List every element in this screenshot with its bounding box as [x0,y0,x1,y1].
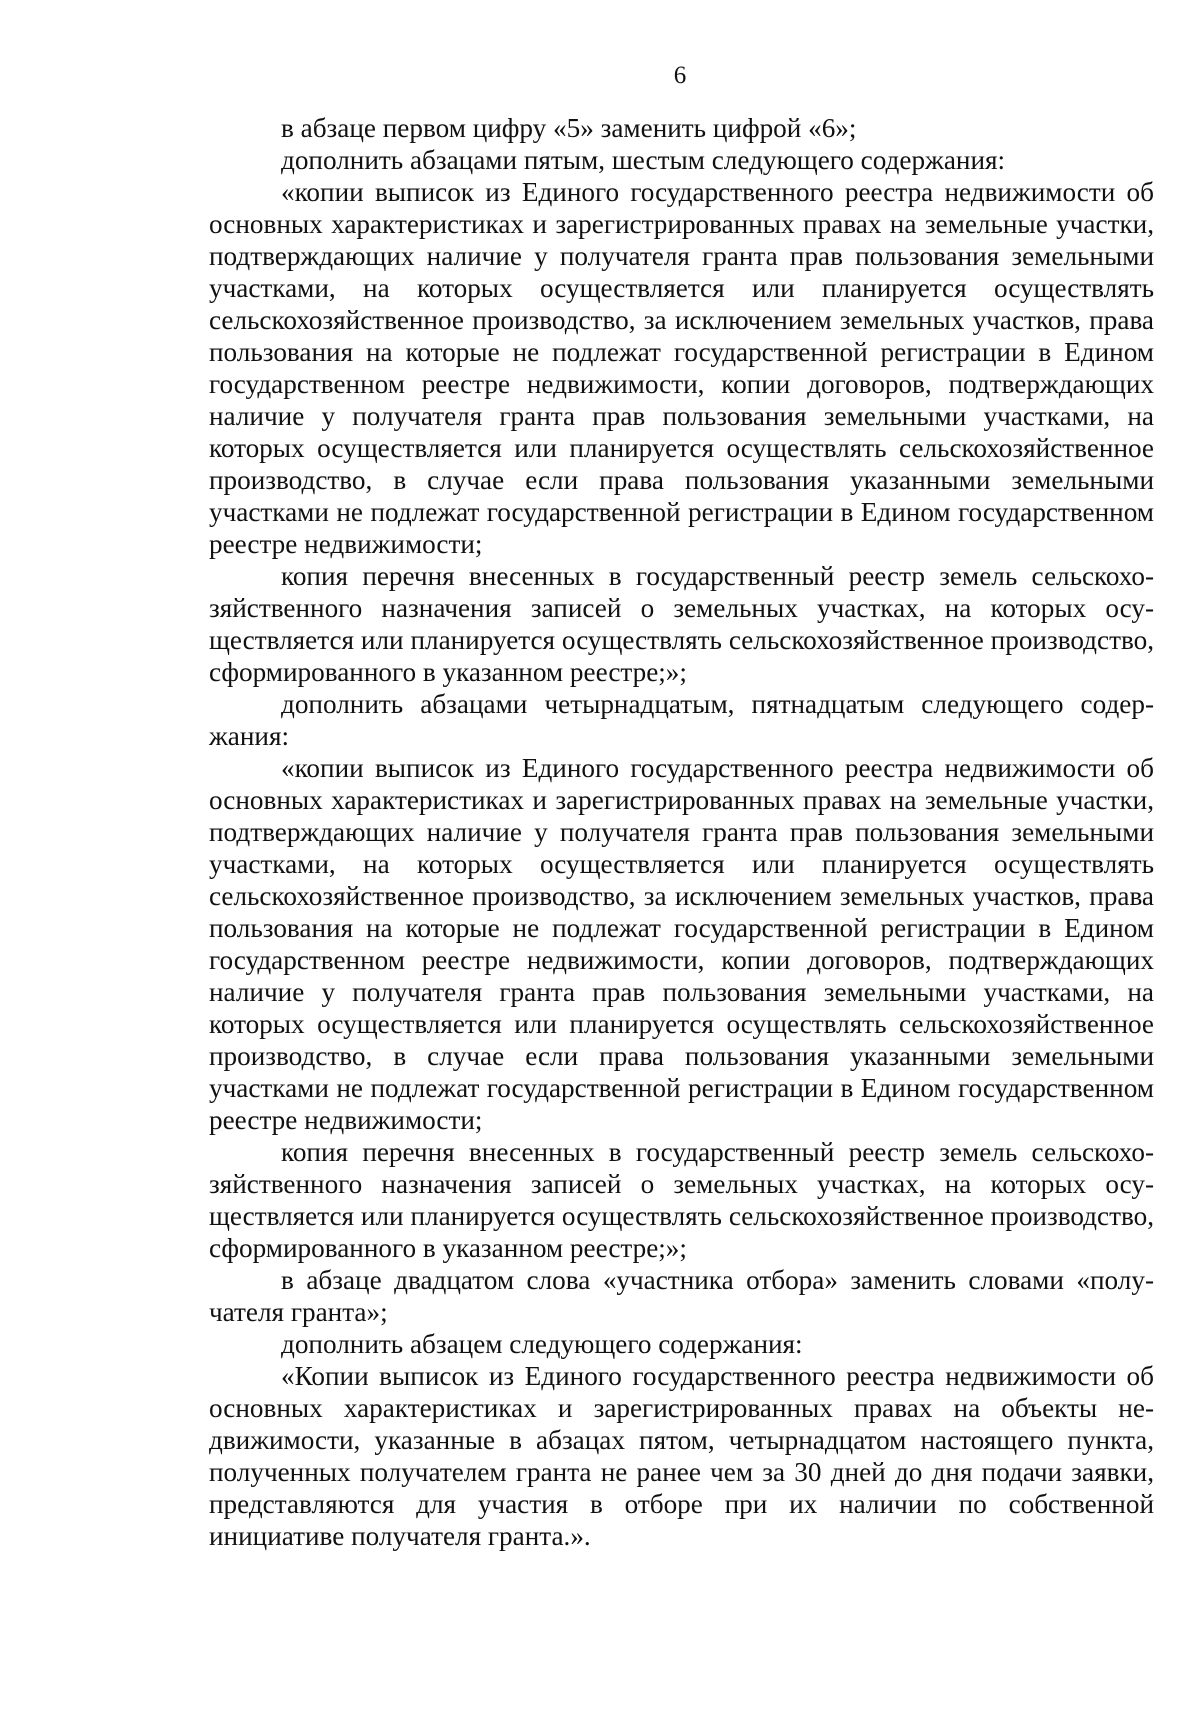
paragraph: в абзаце двадцатом слова «участника отбора» заменить словами «получателя гранта»; [209,1265,1154,1327]
paragraph: «копии выписок из Единого государственного реестра недвижимости об основных характеристиках и зарегистрированных правах на земельные участки, подтверждающих наличие у получателя гранта прав пользования земельными участками, на которых осуществляется или планируется осуществлять сельскохозяйственное производство, за исключением земельных участков, права пользования на которые не подлежат государственной регистрации в Едином государственном реестре недвижимости, копии договоров, подтверждающих наличие у получателя гранта прав пользования земельными участками, на которых осуществляется или планируется осуществлять сельскохозяйственное производство, в случае если права пользования указанными земельными участками не подлежат государственной регистрации в Едином государственном реестре недвижимости; [209,753,1154,1135]
paragraph: дополнить абзацами четырнадцатым, пятнадцатым следующего содержания: [209,689,1154,751]
paragraph: дополнить абзацами пятым, шестым следующего содержания: [281,145,1006,175]
paragraph: копия перечня внесенных в государственный реестр земель сельскохозяйственного назначения записей о земельных участках, на которых осуществляется или планируется осуществлять сельскохозяйственное производство, сформированного в указанном реестре;»; [209,561,1154,687]
paragraph: «Копии выписок из Единого государственного реестра недвижимости об основных характеристиках и зарегистрированных правах на объекты недвижимости, указанные в абзацах пятом, четырнадцатом настоящего пункта, полученных получателем гранта не ранее чем за 30 дней до дня подачи заявки, представляются для участия в отборе при их наличии по собственной инициативе получателя гранта.». [209,1361,1154,1551]
page-number: 6 [673,62,687,89]
paragraph: в абзаце первом цифру «5» заменить цифрой «6»; [281,113,857,143]
document-body [209,112,1154,1552]
paragraph: дополнить абзацем следующего содержания: [281,1329,803,1359]
paragraph: копия перечня внесенных в государственный реестр земель сельскохозяйственного назначения записей о земельных участках, на которых осуществляется или планируется осуществлять сельскохозяйственное производство, сформированного в указанном реестре;»; [209,1137,1154,1263]
paragraph: «копии выписок из Единого государственного реестра недвижимости об основных характеристиках и зарегистрированных правах на земельные участки, подтверждающих наличие у получателя гранта прав пользования земельными участками, на которых осуществляется или планируется осуществлять сельскохозяйственное производство, за исключением земельных участков, права пользования на которые не подлежат государственной регистрации в Едином государственном реестре недвижимости, копии договоров, подтверждающих наличие у получателя гранта прав пользования земельными участками, на которых осуществляется или планируется осуществлять сельскохозяйственное производство, в случае если права пользования указанными земельными участками не подлежат государственной регистрации в Едином государственном реестре недвижимости; [209,177,1154,559]
